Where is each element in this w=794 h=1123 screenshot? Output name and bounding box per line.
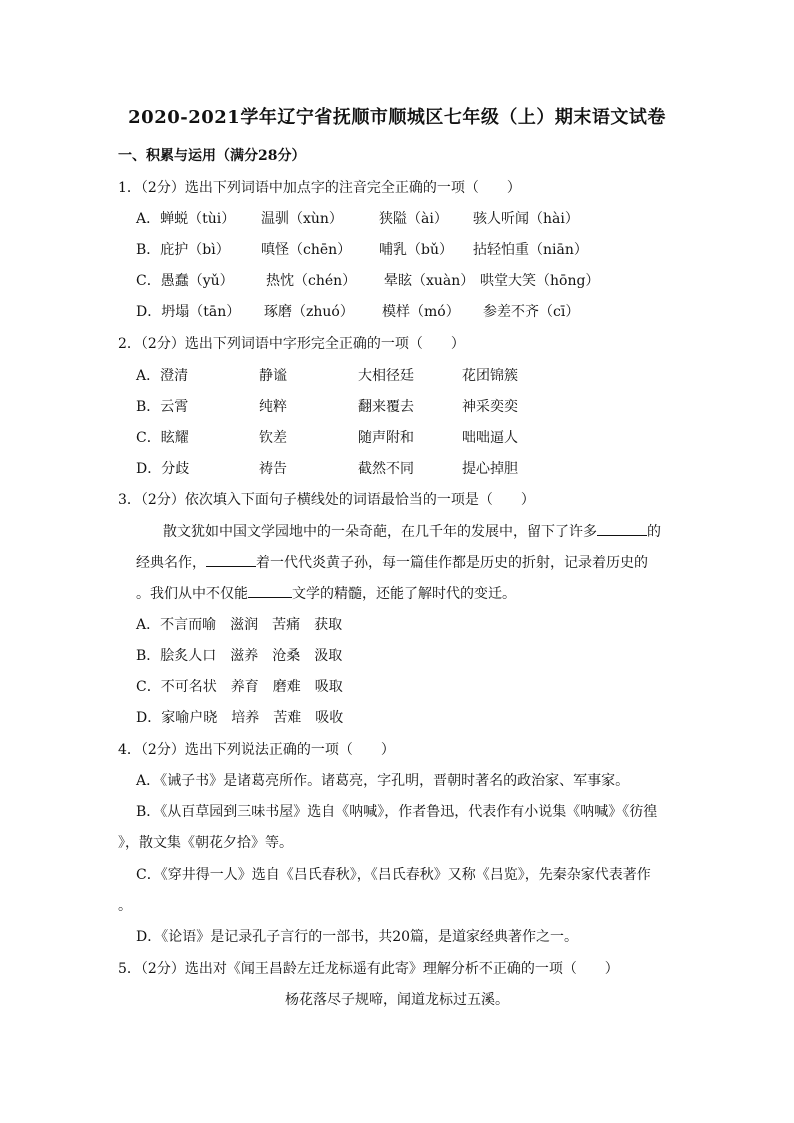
question-5-stem: 5．（2分）选出对《闻王昌龄左迁龙标遥有此寄》理解分析不正确的一项（ ）: [118, 961, 619, 977]
section-heading: 一、积累与运用（满分28分）: [118, 148, 306, 164]
q3-option-c: C．不可名状 养育 磨难 吸取: [136, 679, 343, 695]
q3-passage-text: 着一代代炎黄子孙，每一篇佳作都是历史的折射，记录着历史的: [256, 555, 648, 571]
q2-option-c-word2: 钦差: [259, 430, 287, 446]
q3-passage-text: 。我们从中不仅能: [136, 586, 248, 602]
q1-option-b-word1: B．庇护（bì）: [136, 242, 230, 258]
q2-option-a-word1: A．澄清: [136, 368, 189, 384]
q1-option-a-word3: 狭隘（ài）: [379, 211, 448, 227]
q1-option-b-word4: 拈轻怕重（niān）: [473, 242, 588, 258]
q1-option-b-word2: 嗔怪（chēn）: [261, 242, 352, 258]
q1-option-d-word2: 琢磨（zhuó）: [264, 304, 354, 320]
q1-option-d-word4: 参差不齐（cī）: [483, 304, 580, 320]
q1-option-a-word4: 骇人听闻（hài）: [473, 211, 579, 227]
q3-passage-text: 散文犹如中国文学园地中的一朵奇葩，在几千年的发展中，留下了许多: [163, 524, 597, 540]
q4-option-b-cont: 》，散文集《朝花夕拾》等。: [118, 835, 293, 851]
q4-option-c-cont: 。: [118, 898, 132, 914]
q1-option-d-word3: 模样（mó）: [382, 304, 460, 320]
q2-option-c-word3: 随声附和: [358, 430, 414, 446]
q2-option-d-word1: D．分歧: [136, 461, 190, 477]
q2-option-d-word4: 提心掉胆: [462, 461, 518, 477]
q1-option-a-word1: A．蝉蜕（tùi）: [136, 211, 236, 227]
q3-option-a: A．不言而喻 滋润 苦痛 获取: [136, 617, 343, 633]
question-1-stem: 1．（2分）选出下列词语中加点字的注音完全正确的一项（ ）: [118, 180, 521, 196]
q3-blank-1: [597, 521, 647, 536]
q2-option-d-word2: 祷告: [259, 461, 287, 477]
question-3-stem: 3．（2分）依次填入下面句子横线处的词语最恰当的一项是（ ）: [118, 492, 535, 508]
q4-option-d: D．《论语》是记录孔子言行的一部书，共20篇，是道家经典著作之一。: [136, 929, 579, 945]
q3-passage-line1: [163, 521, 661, 541]
q3-passage-line2: [136, 552, 648, 572]
question-2-stem: 2．（2分）选出下列词语中字形完全正确的一项（ ）: [118, 336, 465, 352]
q1-option-c-word3: 晕眩（xuàn）: [384, 273, 475, 289]
q2-option-a-word4: 花团锦簇: [462, 368, 518, 384]
q2-option-d-word3: 截然不同: [358, 461, 414, 477]
q2-option-a-word2: 静谧: [259, 368, 287, 384]
q1-option-c-word4: 哄堂大笑（hōng）: [480, 273, 600, 289]
q4-option-c: C．《穿井得一人》选自《吕氏春秋》，《吕氏春秋》又称《吕览》，先秦杂家代表著作: [136, 867, 651, 883]
q1-option-c-word2: 热忱（chén）: [266, 273, 357, 289]
q3-passage-text: 经典名作，: [136, 555, 206, 571]
q2-option-a-word3: 大相径廷: [358, 368, 414, 384]
q1-option-c-word1: C．愚蠢（yǔ）: [136, 273, 234, 289]
q3-passage-text: 的: [647, 524, 661, 540]
q3-passage-line3: [136, 583, 516, 603]
q2-option-b-word1: B．云霄: [136, 399, 189, 415]
q1-option-a-word2: 温驯（xùn）: [261, 211, 343, 227]
page-title: 2020-2021学年辽宁省抚顺市顺城区七年级（上）期末语文试卷: [128, 107, 666, 128]
q3-option-d: D．家喻户晓 培养 苦难 吸收: [136, 710, 344, 726]
q3-option-b: B．脍炙人口 滋养 沧桑 汲取: [136, 648, 343, 664]
q2-option-b-word4: 神采奕奕: [462, 399, 518, 415]
q3-blank-3: [248, 583, 292, 598]
q1-option-b-word3: 哺乳（bǔ）: [379, 242, 453, 258]
q4-option-a: A．《诫子书》是诸葛亮所作。诸葛亮，字孔明，晋朝时著名的政治家、军事家。: [136, 773, 630, 789]
q3-passage-text: 文学的精髓，还能了解时代的变迁。: [292, 586, 516, 602]
q3-blank-2: [206, 552, 256, 567]
q2-option-c-word4: 咄咄逼人: [462, 430, 518, 446]
q2-option-c-word1: C．眩耀: [136, 430, 189, 446]
q5-poem-line-1: 杨花落尽子规啼，闻道龙标过五溪。: [285, 992, 509, 1008]
q1-option-d-word1: D．坍塌（tān）: [136, 304, 241, 320]
question-4-stem: 4．（2分）选出下列说法正确的一项（ ）: [118, 742, 395, 758]
q2-option-b-word2: 纯粹: [259, 399, 287, 415]
q4-option-b: B．《从百草园到三味书屋》选自《呐喊》，作者鲁迅，代表作有小说集《呐喊》《彷徨: [136, 804, 658, 820]
q2-option-b-word3: 翻来覆去: [358, 399, 414, 415]
